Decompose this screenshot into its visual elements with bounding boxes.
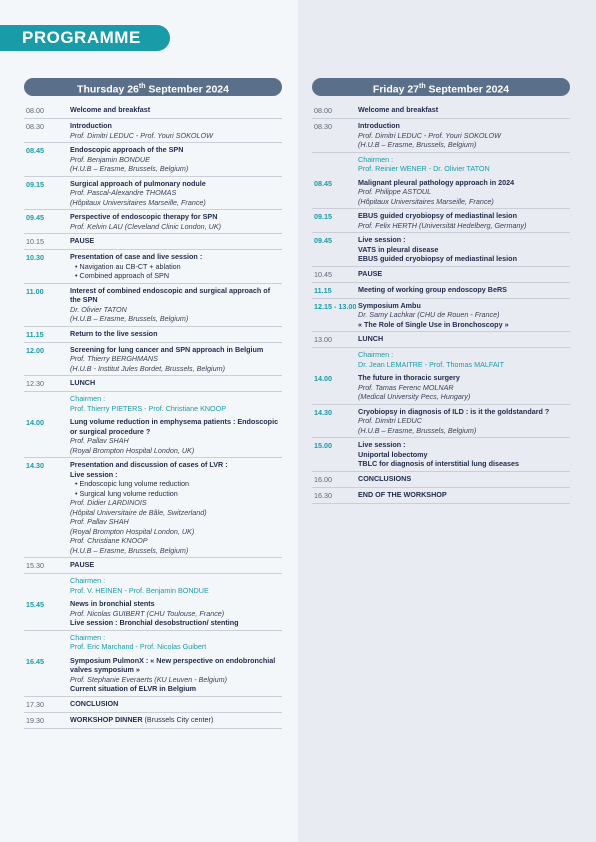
schedule-row	[24, 376, 282, 392]
session-title: Uniportal lobectomy	[358, 449, 428, 459]
schedule-row	[312, 332, 570, 348]
schedule-row	[24, 327, 282, 343]
speaker-info: Dr. Samy Lachkar (CHU de Rouen - France)	[358, 310, 500, 319]
session-title: PAUSE	[70, 236, 95, 245]
speaker-info: Prof. Nicolas GUIBERT (CHU Toulouse, France)	[70, 608, 225, 618]
session-title	[70, 715, 282, 725]
time-slot: 11.00	[26, 286, 44, 296]
schedule-row	[312, 119, 570, 153]
schedule-row	[312, 153, 570, 176]
session-title: Return to the live session	[70, 328, 158, 338]
time-slot: 13.00	[314, 335, 332, 344]
session-details	[358, 235, 570, 264]
schedule-row	[24, 654, 282, 697]
speaker-info: (H.U.B – Erasme, Brussels, Belgium)	[70, 314, 189, 323]
chairmen-label: Chairmen :	[358, 350, 394, 359]
schedule-row	[24, 143, 282, 177]
time-slot	[312, 350, 358, 369]
session-title: EBUS guided cryobiopsy of mediastinal lesion	[358, 254, 517, 263]
schedule-row	[312, 209, 570, 233]
session-title: Meeting of working group endoscopy BeRS	[358, 284, 507, 294]
session-title: Surgical approach of pulmonary nodule	[70, 178, 206, 188]
session-details	[358, 490, 570, 501]
session-details	[70, 252, 282, 281]
programme-banner: PROGRAMME	[0, 25, 170, 51]
session-title: Perspective of endoscopic therapy for SPN	[70, 212, 218, 221]
thursday-title-sup: th	[138, 83, 146, 90]
session-title: Welcome and breakfast	[70, 105, 151, 114]
speaker-info: Prof. Benjamin BONDUE	[70, 154, 150, 164]
session-title: Endoscopic approach of the SPN	[70, 145, 184, 154]
session-title: Live session :	[70, 469, 118, 479]
time-slot: 08.30	[314, 122, 332, 131]
schedule-row	[24, 558, 282, 574]
speaker-info: (Hôpitaux Universitaires Marseille, France)	[358, 196, 494, 206]
speaker-info: (H.U.B – Erasme, Brussels, Belgium)	[70, 545, 189, 555]
session-title: PAUSE	[358, 268, 383, 278]
session-title: LUNCH	[70, 378, 96, 387]
time-slot: 08.30	[26, 122, 44, 131]
schedule-row	[312, 472, 570, 488]
schedule-row	[312, 103, 570, 119]
time-slot: 14.00	[314, 374, 332, 383]
friday-column	[312, 78, 570, 504]
time-slot	[24, 394, 70, 413]
time-slot: 15.30	[26, 561, 44, 570]
bullet-item: • Endoscopic lung volume reduction	[70, 479, 282, 489]
session-details	[358, 155, 570, 174]
time-slot: 16.00	[314, 474, 332, 484]
speaker-info: Prof. Dimitri LEDUC - Prof. Youri SOKOLOW	[70, 130, 213, 140]
schedule-row	[24, 177, 282, 211]
session-details	[70, 633, 282, 652]
time-slot: 19.30	[26, 715, 44, 725]
schedule-row	[312, 438, 570, 472]
session-title: CONCLUSIONS	[358, 473, 412, 483]
session-title: EBUS guided cryobiopsy of mediastinal lesion	[358, 211, 517, 220]
session-title: Live session :	[358, 235, 406, 244]
session-details	[70, 105, 282, 116]
speaker-info: (H.U.B – Erasme, Brussels, Belgium)	[358, 140, 477, 149]
session-details	[358, 178, 570, 207]
session-details	[70, 417, 282, 455]
session-title: Current situation of ELVR in Belgium	[70, 684, 197, 693]
schedule-row	[312, 267, 570, 283]
time-slot: 09.15	[26, 179, 44, 189]
session-details	[70, 715, 282, 726]
session-title: News in bronchial stents	[70, 599, 155, 608]
speaker-info: Prof. Kelvin LAU (Cleveland Clinic London, UK)	[70, 221, 222, 231]
session-title: LUNCH	[358, 334, 384, 343]
speaker-info: (Royal Brompton Hospital London, UK)	[70, 526, 195, 536]
speaker-info: Prof. Didier LARDINOIS	[70, 498, 147, 507]
friday-title-end: September 2024	[425, 83, 510, 96]
speaker-info: Prof. Pascal-Alexandre THOMAS	[70, 188, 177, 197]
session-details	[358, 269, 570, 280]
session-details	[70, 460, 282, 555]
time-slot	[312, 155, 358, 174]
time-slot: 16.45	[26, 656, 44, 666]
schedule-row	[24, 343, 282, 377]
speaker-info: Prof. Felix HERTH (Universität Hedelberg, Germany)	[358, 220, 527, 230]
session-details	[358, 121, 570, 150]
session-title: Symposium Ambu	[358, 300, 421, 310]
time-slot: 10.45	[314, 269, 332, 279]
time-slot: 08.45	[26, 146, 44, 155]
thursday-column	[24, 78, 282, 729]
time-slot: 09.45	[26, 213, 44, 222]
schedule-row	[24, 103, 282, 119]
speaker-info: (Hôpital Universitaire de Bâle, Switzerland)	[70, 507, 207, 517]
speaker-info: Prof. Tamas Ferenc MOLNAR	[358, 382, 454, 392]
schedule-row	[24, 210, 282, 234]
time-slot: 15.45	[26, 600, 44, 609]
session-details	[70, 286, 282, 324]
thursday-header	[24, 78, 282, 96]
session-details	[70, 378, 282, 389]
time-slot: 15.00	[314, 441, 332, 450]
schedule-row	[312, 299, 570, 333]
schedule-row	[24, 234, 282, 250]
session-details	[358, 211, 570, 230]
time-slot: 12.00	[26, 345, 44, 355]
time-slot: 09.45	[314, 236, 332, 245]
session-details	[358, 440, 570, 469]
session-title: Introduction	[70, 121, 112, 130]
session-title: Presentation of case and live session :	[70, 252, 203, 261]
time-slot: 08.00	[26, 106, 44, 115]
speaker-info: (H.U.B - Institut Jules Bordet, Brussels, Belgium)	[70, 363, 225, 373]
schedule-row	[24, 697, 282, 713]
thursday-title-end: September 2024	[145, 83, 229, 96]
time-slot: 17.30	[26, 699, 44, 709]
speaker-info: Prof. Philippe ASTOUL	[358, 187, 432, 196]
friday-header	[312, 78, 570, 96]
schedule-row	[312, 371, 570, 405]
time-slot	[24, 633, 70, 652]
session-title-main: WORKSHOP DINNER	[70, 714, 143, 724]
schedule-row	[312, 405, 570, 439]
chairmen-label: Chairmen :	[70, 632, 106, 642]
session-title: Symposium PulmonX : « New perspective on endobronchial valves symposium »	[70, 655, 276, 674]
speaker-info: Prof. Thierry BERGHMANS	[70, 354, 158, 363]
schedule-row	[24, 415, 282, 458]
thursday-title-main: Thursday 26	[77, 83, 139, 96]
session-title: Lung volume reduction in emphysema patients : Endoscopic or surgical procedure ?	[70, 417, 279, 436]
chairmen-names: Dr. Jean LEMAITRE - Prof. Thomas MALFAIT	[358, 359, 505, 369]
session-details	[70, 699, 282, 710]
schedule-row	[24, 631, 282, 654]
schedule-row	[312, 176, 570, 210]
time-slot: 08.45	[314, 178, 332, 188]
speaker-info: (Medical University Pecs, Hungary)	[358, 392, 471, 401]
session-details	[70, 576, 282, 595]
session-details	[358, 373, 570, 402]
speaker-info: Prof. Stephanie Everaerts (KU Leuven - Belgium)	[70, 674, 228, 684]
speaker-info: (H.U.B – Erasme, Brussels, Belgium)	[358, 425, 477, 435]
session-title: Malignant pleural pathology approach in 2024	[358, 177, 515, 187]
session-title: Welcome and breakfast	[358, 105, 439, 114]
session-details	[70, 236, 282, 247]
time-slot: 14.30	[314, 407, 332, 417]
time-slot: 10.15	[26, 237, 44, 246]
time-slot: 09.15	[314, 212, 332, 221]
session-title: Live session : Bronchial desobstruction/ stenting	[70, 618, 239, 627]
time-slot: 11.15	[314, 285, 332, 295]
schedule-row	[24, 597, 282, 631]
session-title: Live session :	[358, 440, 406, 449]
schedule-row	[312, 283, 570, 299]
speaker-info: Prof. Dimitri LEDUC	[358, 416, 422, 425]
schedule-row	[24, 713, 282, 729]
friday-schedule	[312, 103, 570, 504]
session-details	[70, 656, 282, 694]
session-details	[358, 474, 570, 485]
chairmen-label: Chairmen :	[70, 394, 106, 403]
session-details	[70, 212, 282, 231]
speaker-info: (Hôpitaux Universitaires Marseille, France)	[70, 197, 206, 207]
session-title: TBLC for diagnosis of interstitial lung diseases	[358, 459, 519, 468]
chairmen-names: Prof. Thierry PIETERS - Prof. Christiane KNOOP	[70, 403, 227, 413]
speaker-info: Prof. Pallav SHAH	[70, 436, 129, 445]
schedule-row	[24, 392, 282, 415]
session-title: Cryobiopsy in diagnosis of ILD : is it the goldstandard ?	[358, 406, 550, 416]
time-slot: 12.15 - 13.00	[314, 301, 357, 311]
bullet-item: • Combined approach of SPN	[70, 271, 282, 281]
session-title: Presentation and discussion of cases of LVR :	[70, 460, 228, 469]
session-details	[70, 121, 282, 140]
session-title: Screening for lung cancer and SPN approach in Belgium	[70, 344, 264, 354]
speaker-info: Dr. Olivier TATON	[70, 304, 127, 314]
time-slot: 10.30	[26, 253, 44, 262]
session-title: VATS in pleural disease	[358, 244, 439, 254]
session-title: CONCLUSION	[70, 698, 119, 708]
bullet-item: • Navigation au CB-CT + ablation	[70, 262, 282, 272]
session-location: (Brussels City center)	[142, 714, 214, 724]
session-details	[358, 407, 570, 436]
session-details	[358, 105, 570, 116]
time-slot: 14.30	[26, 461, 44, 470]
session-details	[70, 394, 282, 413]
session-details	[358, 350, 570, 369]
session-title: Interest of combined endoscopic and surgical approach of the SPN	[70, 285, 271, 304]
session-title: PAUSE	[70, 560, 95, 569]
session-details	[70, 345, 282, 374]
chairmen-names: Prof. Eric Marchand - Prof. Nicolas Guibert	[70, 642, 207, 651]
speaker-info: Prof. Dimitri LEDUC - Prof. Youri SOKOLOW	[358, 130, 501, 140]
schedule-row	[24, 574, 282, 597]
time-slot: 16.30	[314, 490, 332, 500]
speaker-info: (H.U.B – Erasme, Brussels, Belgium)	[70, 164, 189, 173]
session-title: Introduction	[358, 121, 400, 130]
speaker-info: Prof. Christiane KNOOP	[70, 536, 148, 545]
schedule-row	[24, 284, 282, 327]
time-slot	[24, 576, 70, 595]
chairmen-label: Chairmen :	[358, 154, 394, 164]
chairmen-names: Prof. V. HEINEN - Prof. Benjamin BONDUE	[70, 585, 209, 595]
chairmen-names: Prof. Reinier WENER - Dr. Olivier TATON	[358, 164, 490, 173]
session-details	[70, 179, 282, 208]
time-slot: 08.00	[314, 106, 332, 115]
session-details	[70, 560, 282, 571]
session-details	[358, 301, 570, 330]
time-slot: 12.30	[26, 379, 44, 388]
time-slot: 14.00	[26, 418, 44, 427]
schedule-row	[312, 348, 570, 371]
schedule-row	[312, 488, 570, 504]
friday-title-main: Friday 27	[372, 83, 420, 96]
session-details	[70, 329, 282, 340]
speaker-info: (Royal Brompton Hospital London, UK)	[70, 445, 195, 455]
schedule-row	[24, 250, 282, 284]
session-details	[358, 285, 570, 296]
session-title: The future in thoracic surgery	[358, 373, 460, 382]
time-slot: 11.15	[26, 329, 44, 339]
thursday-schedule	[24, 103, 282, 729]
speaker-info: Prof. Pallav SHAH	[70, 517, 129, 526]
friday-title-sup: th	[419, 83, 426, 90]
session-title: END OF THE WORKSHOP	[358, 489, 447, 499]
chairmen-label: Chairmen :	[70, 576, 106, 585]
session-details	[358, 334, 570, 345]
session-title: « The Role of Single Use in Bronchoscopy »	[358, 319, 509, 329]
schedule-row	[24, 119, 282, 143]
session-details	[70, 145, 282, 174]
schedule-row	[24, 458, 282, 558]
schedule-row	[312, 233, 570, 267]
session-details	[70, 599, 282, 628]
bullet-item: • Surgical lung volume reduction	[70, 489, 282, 499]
